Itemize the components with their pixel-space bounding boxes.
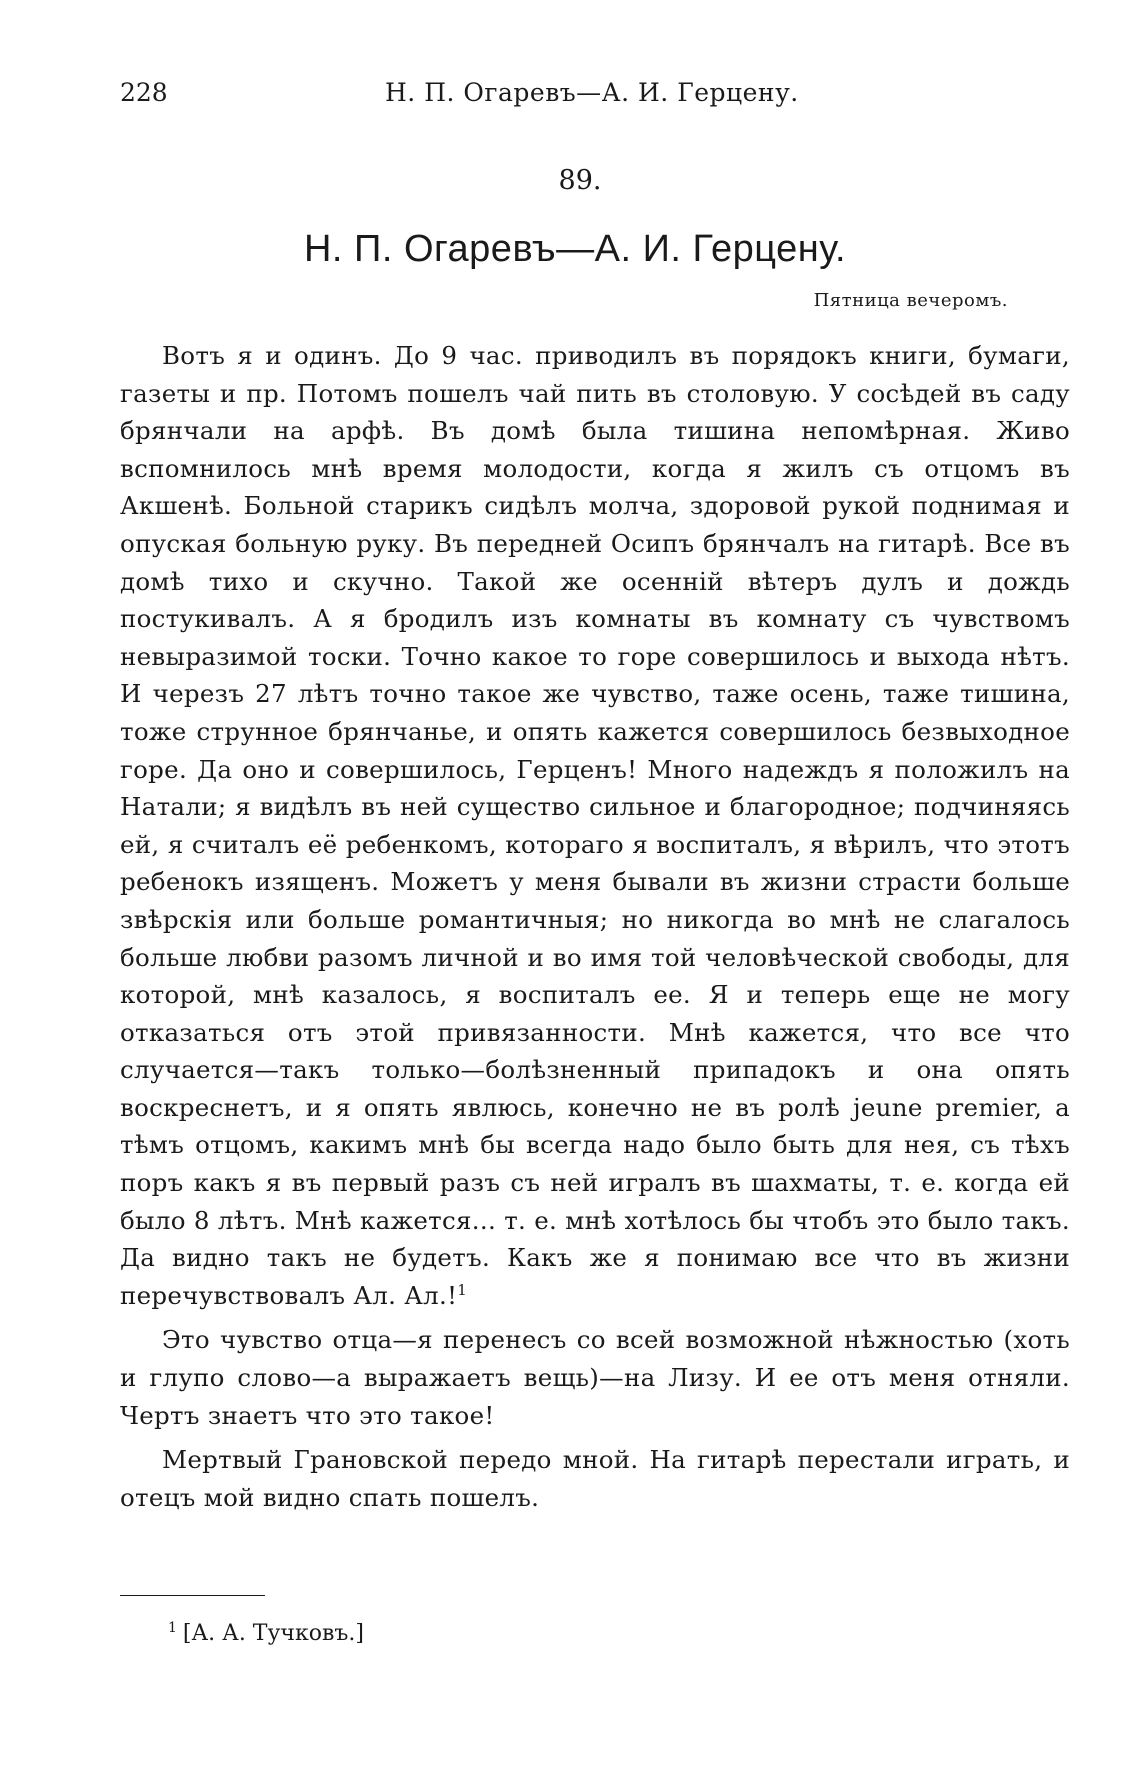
paragraph <box>120 1321 1070 1434</box>
paragraph-text: Вотъ я и одинъ. До 9 час. приводилъ въ порядокъ книги, бумаги, газеты и пр. Потомъ пошелъ чай пить въ столовую. У сосѣдей въ саду брянчали на арфѣ. Въ домѣ была тишина непомѣрная. Живо вспомнилось мнѣ время молодости, когда я жилъ съ отцомъ въ Акшенѣ. Больной старикъ сидѣлъ молча, здоровой рукой поднимая и опуская больную руку. Въ передней Осипъ брянчалъ на гитарѣ. Все въ домѣ тихо и скучно. Такой же осеннiй вѣтеръ дулъ и дождь постукивалъ. А я бродилъ изъ комнаты въ комнату съ чувствомъ невыразимой тоски. Точно какое то горе совершилось и выхода нѣтъ. И черезъ 27 лѣтъ точно такое же чувство, таже осень, таже тишина, тоже струнное брянчанье, и опять кажется совершилось безвыходное горе. Да оно и совершилось, Герценъ! Много надеждъ я положилъ на Натали; я видѣлъ въ ней существо сильное и благородное; подчиняясь ей, я считалъ её ребенкомъ, котораго я воспиталъ, я вѣрилъ, что этотъ ребенокъ изященъ. Можетъ у меня бывали въ жизни страсти больше звѣрскiя или больше романтичныя; но никогда во мнѣ не слагалось больше любви разомъ личной и во имя той человѣческой свободы, для которой, мнѣ казалось, я воспиталъ ее. Я и теперь еще не могу отказаться отъ этой привязанности. Мнѣ кажется, что все что случается—такъ только—болѣзненный припадокъ и она опять воскреснетъ, и я опять явлюсь, конечно не въ ролѣ jeune premier, а тѣмъ отцомъ, какимъ мнѣ бы всегда надо было быть для нея, съ тѣхъ поръ какъ я въ первый разъ съ ней игралъ въ шахматы, т. е. когда ей было 8 лѣтъ. Мнѣ кажется... т. е. мнѣ хотѣлось бы чтобъ это было такъ. Да видно такъ не будетъ. Какъ же я понимаю все что въ жизни перечувствовалъ Ал. Ал.! <box>120 341 1070 1310</box>
paragraph-text: Мертвый Грановской передо мной. На гитарѣ перестали играть, и отецъ мой видно спать пошелъ. <box>120 1445 1070 1512</box>
footnote-mark: 1 <box>168 1619 177 1636</box>
paragraph-text: Это чувство отца—я перенесъ со всей возможной нѣжностью (хоть и глупо слово—а выражаетъ вещь)—на Лизу. И ее отъ меня отняли. Чертъ знаетъ что это такое! <box>120 1325 1070 1430</box>
footnote-divider <box>120 1595 265 1596</box>
letter-heading: Н. П. Огаревъ—А. И. Герцену. <box>303 228 847 270</box>
paragraph <box>120 1441 1070 1516</box>
footnote-reference: 1 <box>457 1280 468 1299</box>
letter-dateline: Пятница вечеромъ. <box>813 290 1008 311</box>
paragraph <box>120 337 1070 1314</box>
letter-number: 89. <box>558 165 602 196</box>
letter-body <box>120 337 1070 1516</box>
running-head <box>120 78 1070 114</box>
footnote <box>168 1621 364 1646</box>
page-number: 228 <box>120 78 168 107</box>
footnote-text: [А. А. Тучковъ.] <box>182 1621 364 1646</box>
running-title: Н. П. Огаревъ—А. И. Герцену. <box>385 78 799 107</box>
